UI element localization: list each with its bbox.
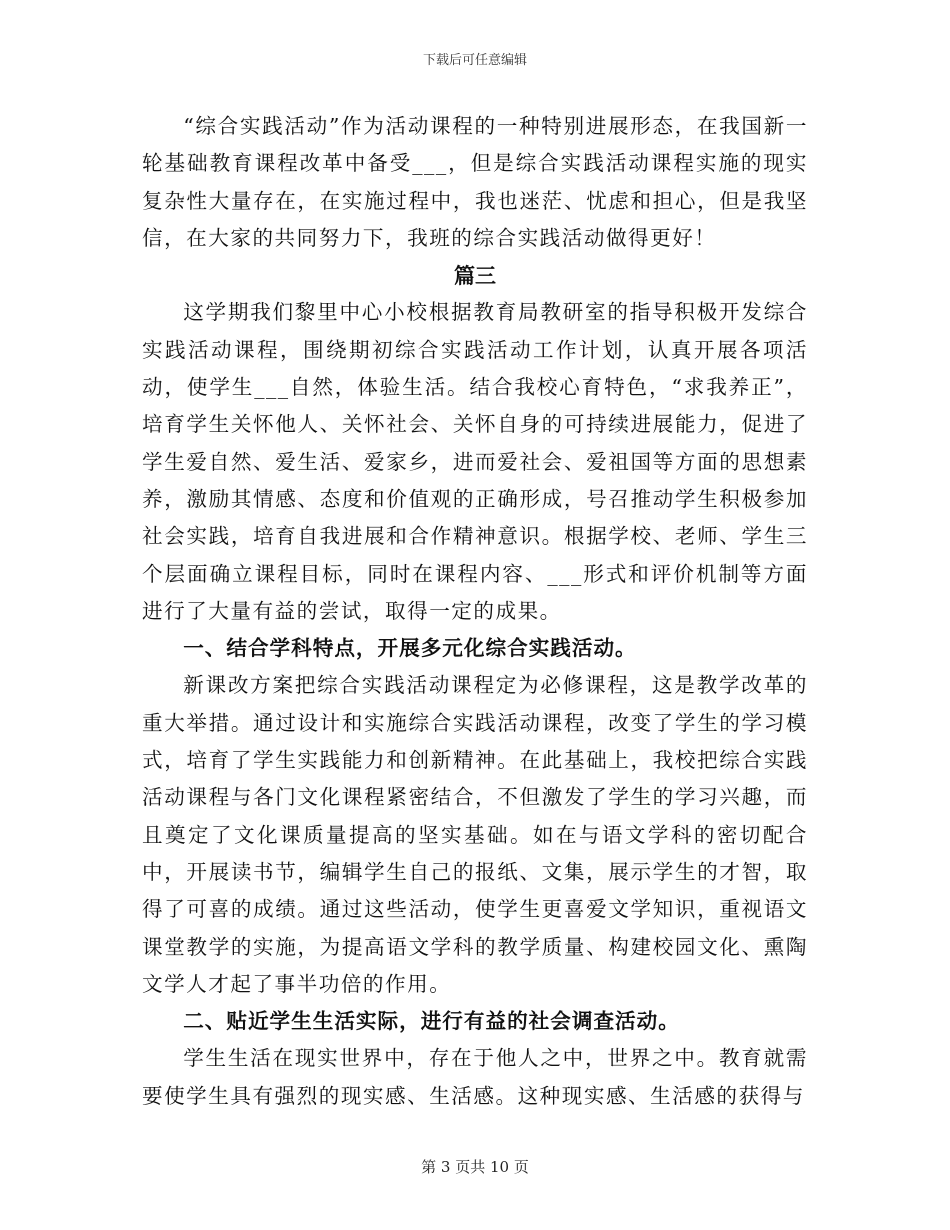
paragraph-overview: 这学期我们黎里中心小校根据教育局教研室的指导积极开发综合实践活动课程，围绕期初综合实践活动工作计划，认真开展各项活动，使学生___自然，体验生活。结合我校心育特色，“求我养正”，培育学生关怀他人、关怀社会、关怀自身的可持续进展能力，促进了学生爱自然、爱生活、爱家乡，进而爱社会、爱祖国等方面的思想素养，激励其情感、态度和价值观的正确形成，号召推动学生积极参加社会实践，培育自我进展和合作精神意识。根据学校、老师、学生三个层面确立课程目标，同时在课程内容、___形式和评价机制等方面进行了大量有益的尝试，取得一定的成果。: [142, 300, 808, 623]
page-header: 下载后可任意编辑: [422, 53, 527, 68]
paragraph-intro-closing: “综合实践活动”作为活动课程的一种特别进展形态，在我国新一轮基础教育课程改革中备受___，但是综合实践活动课程实施的现实复杂性大量存在，在实施过程中，我也迷茫、忧虑和担心，但是我坚信，在大家的共同努力下，我班的综合实践活动做得更好！: [142, 114, 808, 250]
heading-section-2: 二、贴近学生生活实际，进行有益的社会调查活动。: [183, 1009, 680, 1034]
document-body: [142, 108, 808, 1115]
page-footer: 第 3 页共 10 页: [421, 1158, 529, 1176]
paragraph-section-2: 学生生活在现实世界中，存在于他人之中，世界之中。教育就需要使学生具有强烈的现实感、生活感。这种现实感、生活感的获得与: [142, 1046, 808, 1108]
section-title: 篇三: [454, 263, 496, 289]
heading-section-1: 一、结合学科特点，开展多元化综合实践活动。: [183, 636, 637, 661]
paragraph-section-1: 新课改方案把综合实践活动课程定为必修课程，这是教学改革的重大举措。通过设计和实施综合实践活动课程，改变了学生的学习模式，培育了学生实践能力和创新精神。在此基础上，我校把综合实践活动课程与各门文化课程紧密结合，不但激发了学生的学习兴趣，而且奠定了文化课质量提高的坚实基础。如在与语文学科的密切配合中，开展读书节，编辑学生自己的报纸、文集，展示学生的才智，取得了可喜的成绩。通过这些活动，使学生更喜爱文学知识，重视语文课堂教学的实施，为提高语文学科的教学质量、构建校园文化、熏陶文学人才起了事半功倍的作用。: [142, 673, 808, 996]
